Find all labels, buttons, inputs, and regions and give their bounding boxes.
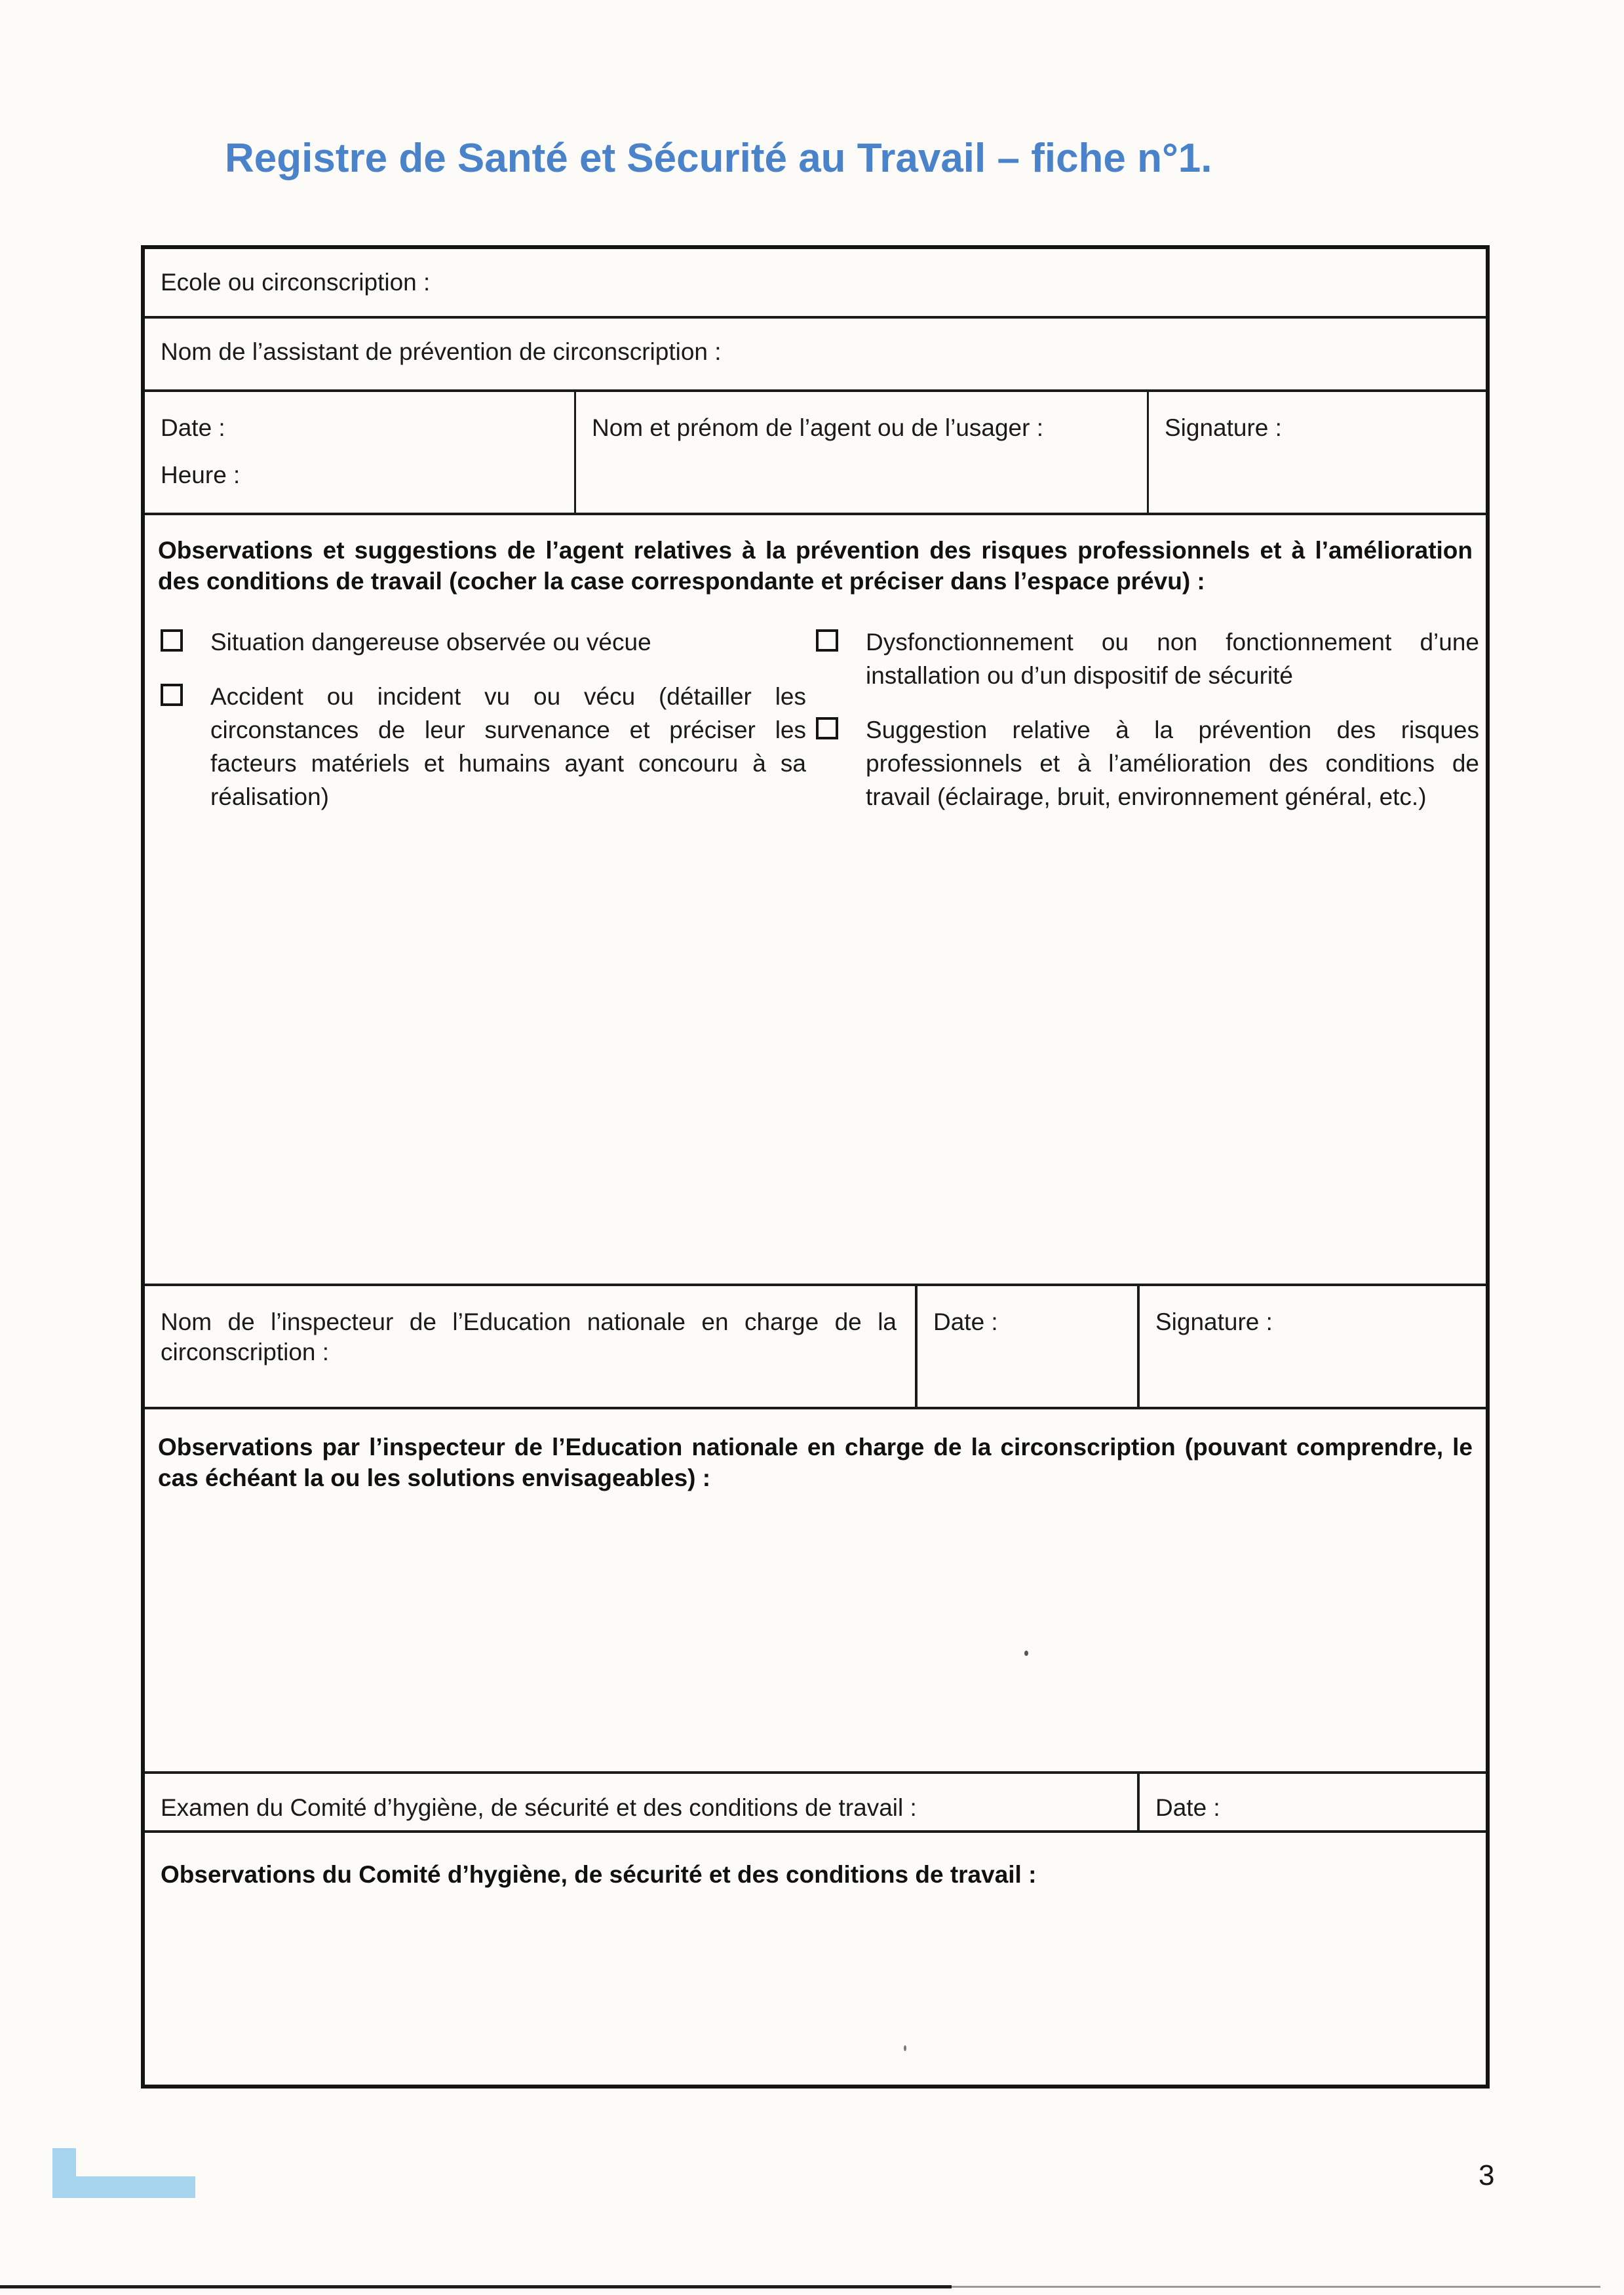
signature-label: Signature : <box>1155 1308 1273 1335</box>
row-assistant <box>145 319 1486 392</box>
examen-label: Examen du Comité d’hygiène, de sécurité et des conditions de travail : <box>161 1794 917 1821</box>
section-observations-comite <box>145 1833 1486 2085</box>
nom-agent-label: Nom et prénom de l’agent ou de l’usager : <box>592 414 1044 441</box>
corner-mark-horizontal-bar <box>52 2176 195 2198</box>
cell-date-inspecteur <box>918 1286 1140 1407</box>
cell-signature-agent <box>1149 392 1486 513</box>
observations-inspecteur-header: Observations par l’inspecteur de l’Education nationale en charge de la circonscription (pouvant comprendre, le cas échéant la ou les solutions envisageables) : <box>158 1434 1473 1491</box>
cell-signature-inspecteur <box>1140 1286 1486 1407</box>
page-number: 3 <box>1479 2159 1495 2191</box>
checkbox-item-accident-incident <box>161 680 806 814</box>
date-label: Date : <box>161 414 225 441</box>
page-title: Registre de Santé et Sécurité au Travail – fiche n°1. <box>225 136 1212 181</box>
checkbox-column-right <box>816 625 1479 834</box>
row-ecole <box>145 249 1486 319</box>
row-examen-comite <box>145 1774 1486 1833</box>
section-observations-inspecteur <box>145 1409 1486 1774</box>
cell-date-heure <box>145 392 576 513</box>
checkbox-situation-dangereuse[interactable] <box>161 629 183 652</box>
scan-speck <box>904 2045 906 2051</box>
row-inspecteur <box>145 1286 1486 1409</box>
observations-agent-header: Observations et suggestions de l’agent relatives à la prévention des risques professionnels et à l’amélioration des conditions de travail (cocher la case correspondante et préciser dans l’espace prévu) : <box>158 537 1473 595</box>
assistant-label: Nom de l’assistant de prévention de circonscription : <box>161 338 722 365</box>
ecole-label: Ecole ou circonscription : <box>161 269 431 296</box>
observations-comite-header: Observations du Comité d’hygiène, de sécurité et des conditions de travail : <box>161 1861 1037 1888</box>
heure-label: Heure : <box>161 461 241 488</box>
date-label: Date : <box>1155 1794 1220 1821</box>
checkbox-label: Accident ou incident vu ou vécu (détailler les circonstances de leur survenance et préciser les facteurs matériels et humains ayant concouru à sa réalisation) <box>210 683 806 810</box>
checkbox-accident-incident[interactable] <box>161 684 183 706</box>
cell-examen-label <box>145 1774 1140 1830</box>
checkbox-item-dysfonctionnement <box>816 625 1479 692</box>
inspecteur-label: Nom de l’inspecteur de l’Education nationale en charge de la circonscription : <box>161 1308 897 1365</box>
section-observations-agent <box>145 515 1486 1286</box>
form-table <box>141 245 1490 2089</box>
date-label: Date : <box>933 1308 998 1335</box>
cell-nom-agent <box>576 392 1149 513</box>
checkbox-suggestion[interactable] <box>816 717 838 739</box>
signature-label: Signature : <box>1165 414 1282 441</box>
corner-mark <box>52 2148 195 2198</box>
scan-speck <box>1024 1651 1028 1656</box>
checkbox-item-suggestion <box>816 713 1479 814</box>
scan-edge-line <box>0 2285 952 2288</box>
checkbox-column-left <box>161 625 806 834</box>
cell-nom-inspecteur <box>145 1286 918 1407</box>
row-agent <box>145 392 1486 515</box>
checkbox-label: Situation dangereuse observée ou vécue <box>210 629 651 656</box>
checkbox-label: Dysfonctionnement ou non fonctionnement d’une installation ou d’un dispositif de sécurité <box>866 629 1479 689</box>
cell-date-examen <box>1140 1774 1486 1830</box>
checkbox-dysfonctionnement[interactable] <box>816 629 838 652</box>
checkbox-label: Suggestion relative à la prévention des risques professionnels et à l’amélioration des conditions de travail (éclairage, bruit, environnement général, etc.) <box>866 716 1479 810</box>
checkbox-item-situation-dangereuse <box>161 625 806 659</box>
scan-edge-line <box>952 2286 1600 2288</box>
